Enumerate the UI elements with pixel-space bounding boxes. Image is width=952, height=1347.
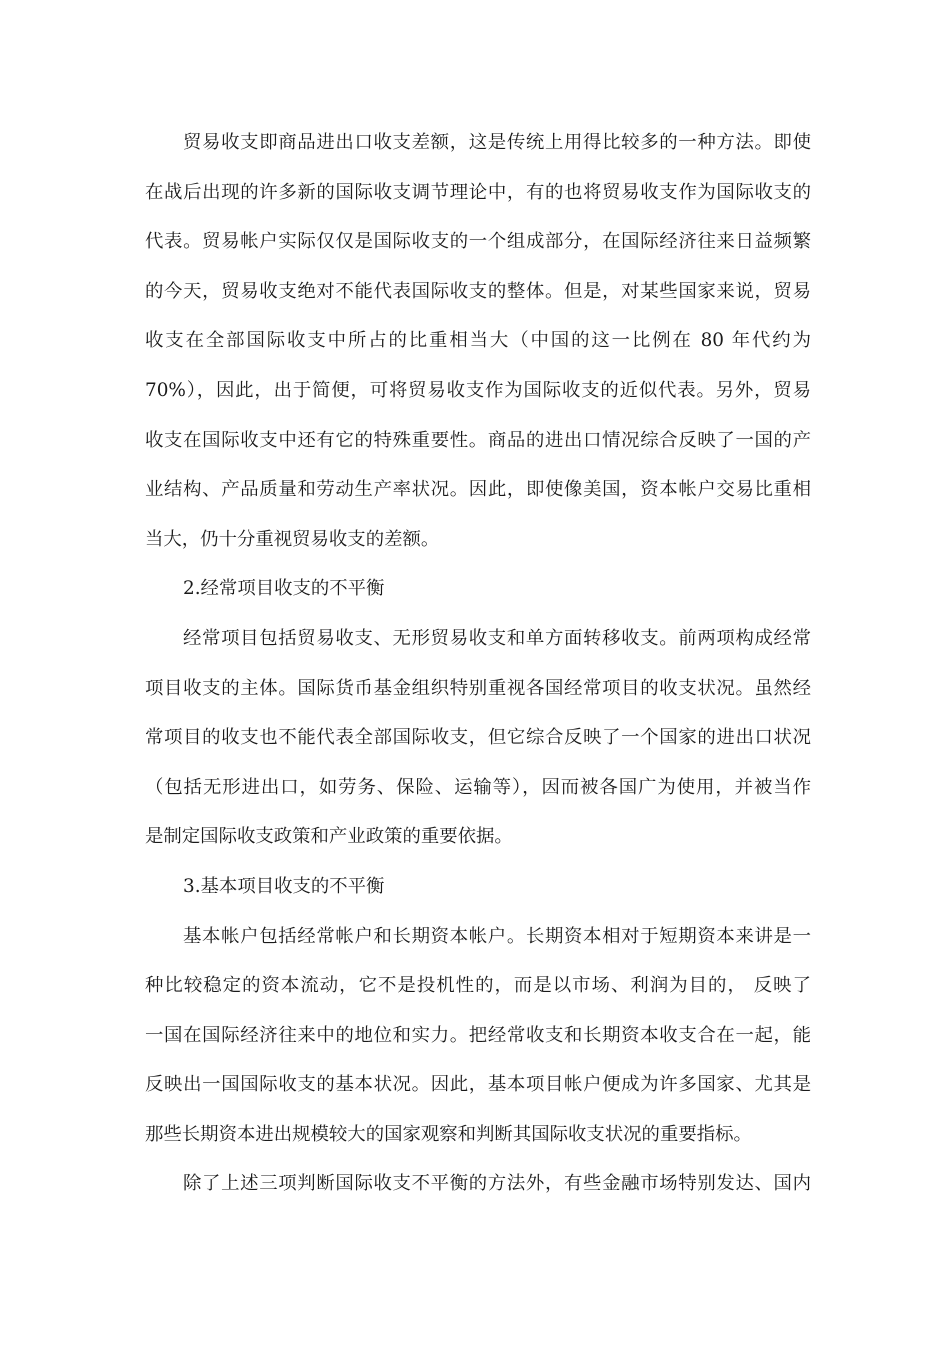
paragraph-line: 业结构、产品质量和劳动生产率状况。因此，即使像美国，资本帐户交易比重相: [145, 479, 811, 501]
paragraph-line: 经常项目包括贸易收支、无形贸易收支和单方面转移收支。前两项构成经常: [183, 627, 811, 649]
paragraph-line: 代表。贸易帐户实际仅仅是国际收支的一个组成部分，在国际经济往来日益频繁: [145, 231, 811, 253]
paragraph-line: 是制定国际收支政策和产业政策的重要依据。: [145, 826, 513, 848]
paragraph-line: 那些长期资本进出规模较大的国家观察和判断其国际收支状况的重要指标。: [145, 1123, 752, 1145]
paragraph-line: 收支在全部国际收支中所占的比重相当大（中国的这一比例在 80 年代约为: [145, 330, 811, 352]
section-heading: 3.基本项目收支的不平衡: [183, 875, 385, 897]
paragraph-line: 反映出一国国际收支的基本状况。因此，基本项目帐户便成为许多国家、尤其是: [145, 1074, 811, 1096]
paragraph-line: 基本帐户包括经常帐户和长期资本帐户。长期资本相对于短期资本来讲是一: [183, 925, 811, 947]
paragraph-line: 贸易收支即商品进出口收支差额，这是传统上用得比较多的一种方法。即使: [183, 132, 811, 153]
section-heading: 2.经常项目收支的不平衡: [183, 578, 385, 600]
paragraph-line: 当大，仍十分重视贸易收支的差额。: [145, 528, 440, 550]
paragraph-line: 一国在国际经济往来中的地位和实力。把经常收支和长期资本收支合在一起，能: [145, 1024, 811, 1046]
paragraph-line: 收支在国际收支中还有它的特殊重要性。商品的进出口情况综合反映了一国的产: [145, 429, 811, 451]
paragraph-line: 常项目的收支也不能代表全部国际收支，但它综合反映了一个国家的进出口状况: [145, 727, 811, 749]
paragraph-line: 的今天，贸易收支绝对不能代表国际收支的整体。但是，对某些国家来说，贸易: [145, 280, 811, 302]
paragraph-line: 除了上述三项判断国际收支不平衡的方法外，有些金融市场特别发达、国内: [183, 1173, 811, 1195]
body-text: [145, 118, 811, 1209]
paragraph-line: 种比较稳定的资本流动，它不是投机性的，而是以市场、利润为目的， 反映了: [145, 975, 811, 997]
paragraph-line: 项目收支的主体。国际货币基金组织特别重视各国经常项目的收支状况。虽然经: [145, 677, 811, 699]
paragraph-line: 70%），因此，出于简便，可将贸易收支作为国际收支的近似代表。另外，贸易: [145, 379, 811, 401]
paragraph-line: （包括无形进出口，如劳务、保险、运输等），因而被各国广为使用，并被当作: [145, 776, 811, 798]
paragraph-line: 在战后出现的许多新的国际收支调节理论中，有的也将贸易收支作为国际收支的: [145, 181, 811, 203]
